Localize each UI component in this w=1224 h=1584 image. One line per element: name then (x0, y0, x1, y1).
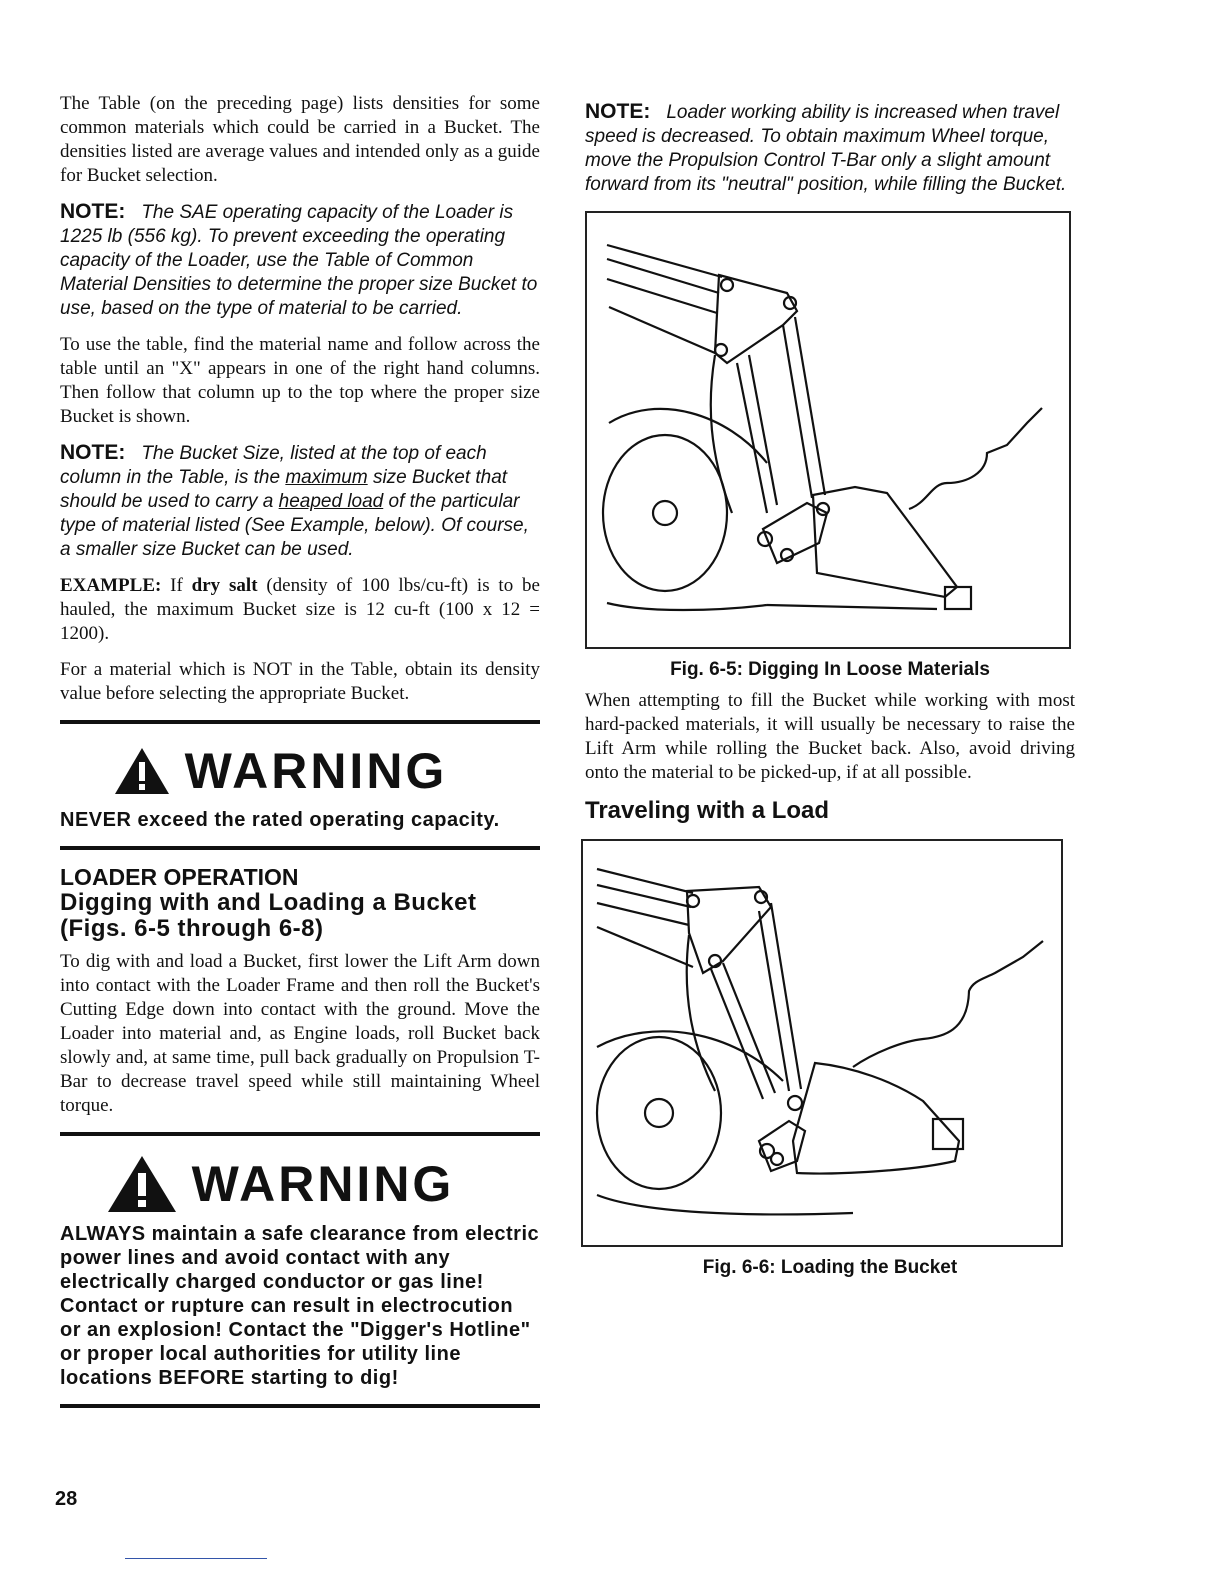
use-table-paragraph: To use the table, find the material name and follow across the table until an "X" appears in one of the right hand columns. Then follow that column up to the top where the proper size Bucket is shown. (60, 334, 540, 427)
example-rest: (density of 100 lbs/cu-ft) is to be hauled, the maximum Bucket size is 12 cu-ft (100 x 12 = 1200). (60, 575, 540, 644)
underlined-heaped-load: heaped load (278, 491, 384, 512)
note-label: NOTE: (60, 441, 126, 464)
warning-title: WARNING (184, 743, 448, 799)
warning-triangle-icon (106, 1154, 178, 1214)
warning-header (20, 1154, 540, 1214)
section-title: LOADER OPERATION (60, 864, 299, 890)
warning-text: NEVER exceed the rated operating capacity. (60, 809, 500, 831)
note-text: The SAE operating capacity of the Loader is 1225 lb (556 kg). To prevent exceeding the operating capacity of the Loader, use the Table of Common Material Densities to determine the proper size Bucket to use, based on the type of material to be carried. (60, 202, 538, 319)
warning-box-capacity (60, 720, 540, 850)
note-travel-speed (585, 100, 1075, 197)
note-label: NOTE: (585, 100, 651, 123)
figure-6-6-caption: Fig. 6-6: Loading the Bucket (702, 1257, 958, 1278)
digging-paragraph: To dig with and load a Bucket, first lower the Lift Arm down into contact with the Loader Frame and then roll the Bucket's Cutting Edge down into contact with the ground. Move the Loader into material and, as Engine loads, roll Bucket back slowly and, at same time, pull back gradually on Propulsion T-Bar to decrease travel speed while still maintaining Wheel torque. (60, 951, 540, 1116)
note-text-part: The Bucket Size, listed at the top of each column in the Table, is the (60, 443, 487, 488)
warning-header (20, 742, 540, 800)
loader-loading-illustration (583, 841, 1061, 1245)
example-pre: If (170, 575, 183, 596)
underlined-maximum: maximum (285, 467, 368, 488)
warning-triangle-icon (113, 746, 171, 796)
warning-text: ALWAYS maintain a safe clearance from electric power lines and avoid contact with any electrically charged conductor or gas line! Contact or rupture can result in electrocution or an explosion! Contact the "Digger's Hotline" or proper local authorities for utility line locations BEFORE starting to dig! (60, 1223, 540, 1389)
hard-packed-paragraph: When attempting to fill the Bucket while working with most hard-packed materials, it will usually be necessary to raise the Lift Arm while rolling the Bucket back. Also, avoid driving onto the material to be picked-up, if at all possible. (585, 690, 1075, 783)
note-text: Loader working ability is increased when travel speed is decreased. To obtain maximum Wheel torque, move the Propulsion Control T-Bar only a slight amount forward from its "neutral" position, while filling the Bucket. (585, 102, 1067, 195)
example-label: EXAMPLE: (60, 575, 162, 596)
figure-6-5-caption: Fig. 6-5: Digging In Loose Materials (670, 659, 990, 680)
note-text-part: size Bucket that should be used to carry a (60, 467, 508, 512)
not-in-table-paragraph: For a material which is NOT in the Table, obtain its density value before selecting the appropriate Bucket. (60, 659, 540, 704)
loader-digging-illustration (587, 213, 1069, 647)
note-text-part: of the particular type of material listed (See Example, below). Of course, a smaller size Bucket can be used. (60, 491, 529, 560)
example-paragraph (60, 574, 540, 646)
traveling-heading: Traveling with a Load (585, 797, 830, 824)
example-material: dry salt (191, 575, 258, 596)
warning-box-power-lines (60, 1132, 540, 1408)
intro-paragraph: The Table (on the preceding page) lists densities for some common materials which could be carried in a Bucket. The densities listed are average values and intended only as a guide for Bucket selection. (60, 93, 540, 186)
note-bucket-size (60, 441, 540, 562)
subsection-title: Digging with and Loading a Bucket (Figs. 6-5 through 6-8) (60, 889, 477, 942)
warning-title: WARNING (191, 1156, 455, 1212)
note-label: NOTE: (60, 200, 126, 223)
page-number: 28 (55, 1488, 78, 1510)
bottom-rule (125, 1558, 267, 1559)
right-column (585, 100, 1075, 1287)
figure-6-5 (585, 211, 1071, 649)
left-column (60, 92, 540, 1422)
figure-6-6 (581, 839, 1063, 1247)
note-operating-capacity (60, 200, 540, 321)
